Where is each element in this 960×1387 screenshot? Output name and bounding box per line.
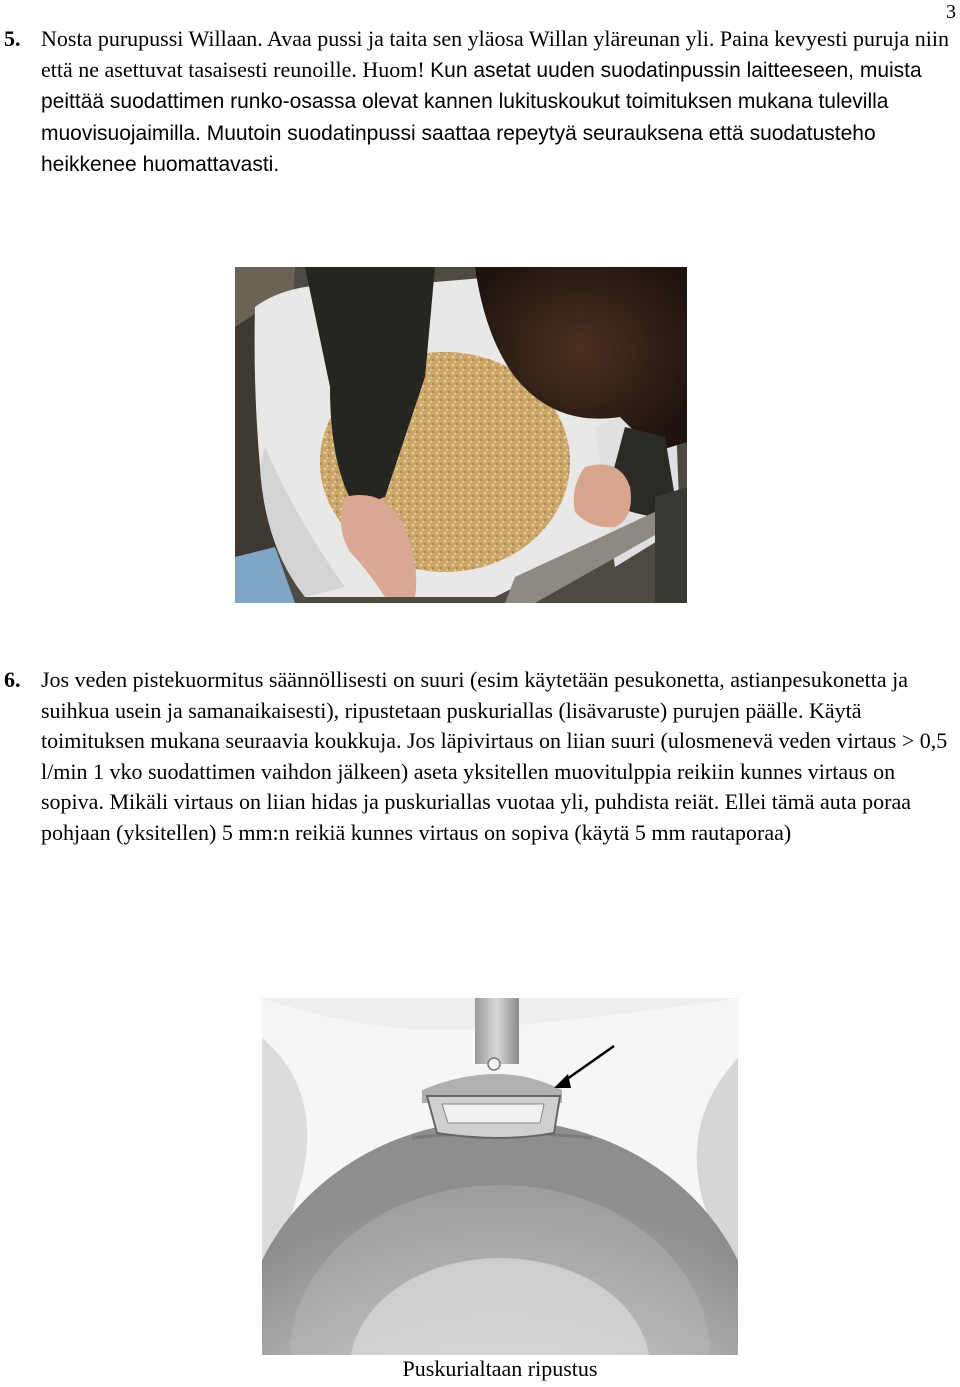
page-number: 3 (946, 1, 956, 23)
section-6-text: Jos veden pistekuormitus säännöllisesti on suuri (esim käytetään pesukonetta, astianpesukonetta ja suihkua usein ja samanaikaisesti), ripustetaan puskuriallas (lisävaruste) purujen päälle. Käytä toimituksen mukana seuraavia koukkuja. Jos läpivirtaus on liian suuri (ulosmenevä veden virtaus > 0,5 l/min 1 vko suodattimen vaihdon jälkeen) aseta yksitellen muovitulppia reikiin kunnes virtaus on sopiva. Mikäli virtaus on liian hidas ja puskuriallas vuotaa yli, puhdista reiät. Ellei tämä auta poraa pohjaan (yksitellen) 5 mm:n reikiä kunnes virtaus on sopiva (käytä 5 mm rautaporaa) (41, 667, 948, 845)
photo-buffer-basin (262, 998, 738, 1355)
photo-buffer-basin-image (262, 998, 738, 1355)
photo-sawdust-bag (235, 267, 687, 603)
section-5-number: 5. (4, 26, 21, 51)
section-5 (0, 24, 955, 181)
section-6-number: 6. (4, 667, 21, 692)
section-5-text-serif: Nosta purupussi Willaan. Avaa pussi ja taita sen yläosa Willan yläreunan yli. Paina kevyesti puruja niin että ne asettuvat tasaisesti reunoille. Huom! (41, 26, 949, 82)
photo-sawdust-bag-image (235, 267, 687, 603)
section-6 (0, 665, 955, 848)
figure-caption: Puskurialtaan ripustus (402, 1356, 598, 1381)
section-5-text (41, 24, 955, 181)
section-5-text-sans: Kun asetat uuden suodatinpussin laitteeseen, muista peittää suodattimen runko-osassa olevat kannen lukituskoukut toimituksen mukana tulevilla muovisuojaimilla. Muutoin suodatinpussi saattaa repeytyä seurauksena että suodatusteho heikkenee huomattavasti. (41, 58, 922, 176)
